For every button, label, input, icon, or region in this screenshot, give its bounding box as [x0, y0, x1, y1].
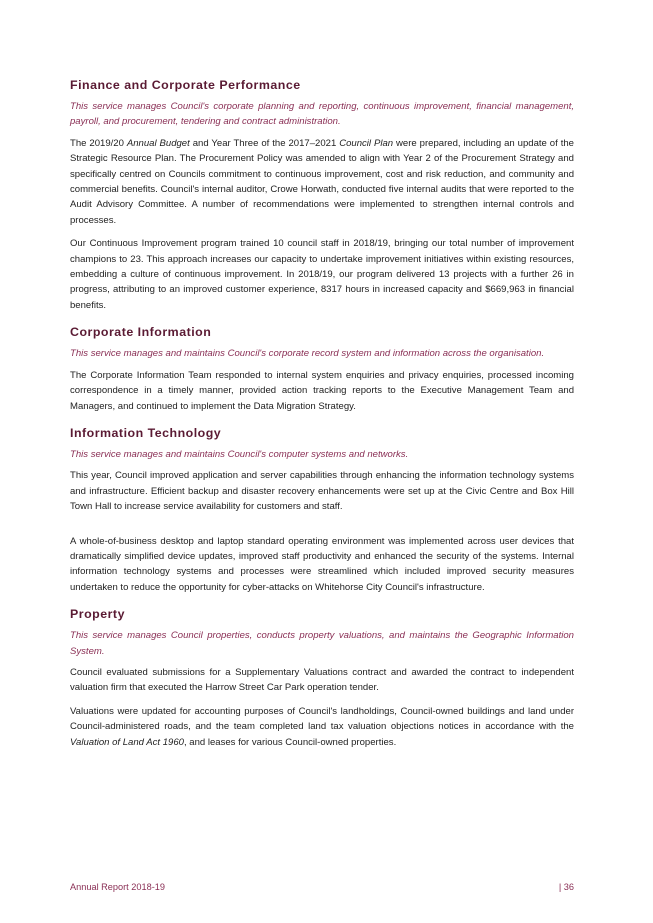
paragraph: The Corporate Information Team responded to internal system enquiries and privacy enquiries, processed incoming correspondence in a timely manner, provided action tracking reports to the Executive Management Team and Managers, and continued to implement the Data Migration Strategy.: [70, 369, 574, 412]
paragraph: [70, 704, 574, 750]
paragraph: Council evaluated submissions for a Supplementary Valuations contract and awarded the contract to independent valuation firm that executed the Harrow Street Car Park operation tender.: [70, 666, 574, 694]
page-footer: [70, 882, 574, 892]
text-run: and Year Three of the 2017–2021: [189, 137, 340, 149]
paragraph: [70, 136, 574, 228]
section-heading: Finance and Corporate Performance: [70, 78, 301, 92]
section-heading: Property: [70, 607, 125, 622]
section-heading: Information Technology: [70, 425, 222, 440]
section-property: [70, 607, 574, 750]
paragraph: Our Continuous Improvement program trained 10 council staff in 2018/19, bringing our total number of improvement champions to 23. This approach increases our capacity to undertake improvement initiatives within existing resources, embedding a culture of continuous improvement. In 2018/19, our program delivered 13 projects with a further 26 in progress, attributing to an improved customer experience, 8317 hours in increased capacity and $669,963 in financial benefits.: [70, 238, 574, 311]
paragraph: This year, Council improved application and server capabilities through enhancing the information technology systems and infrastructure. Efficient backup and disaster recovery enhancements were set up at the Civic Centre and Box Hill Town Hall to increase service availability for customers and staff.: [70, 470, 574, 513]
page-content: [70, 78, 574, 758]
text-run: , and leases for various Council-owned properties.: [183, 736, 397, 748]
legislation-title: Valuation of Land Act 1960: [70, 736, 184, 748]
section-intro: This service manages Council's corporate planning and reporting, continuous improvement, financial management, payroll, and procurement, tendering and contract administration.: [70, 101, 574, 128]
section-heading: Corporate Information: [70, 325, 212, 340]
document-title: Annual Budget: [126, 137, 190, 149]
text-run: The 2019/20: [70, 137, 127, 149]
section-finance: [70, 78, 574, 313]
section-intro: This service manages and maintains Council's corporate record system and information across the organisation.: [70, 348, 545, 360]
section-intro: This service manages and maintains Council's computer systems and networks.: [70, 448, 409, 460]
page-number: | 36: [558, 882, 574, 892]
section-corporate-information: [70, 325, 574, 414]
text-run: Valuations were updated for accounting purposes of Council's landholdings, Council-owned buildings and land under Council-administered roads, and the team completed land tax valuation objections notices in accordance with the: [70, 705, 574, 733]
document-title: Council Plan: [339, 137, 394, 149]
paragraph: A whole-of-business desktop and laptop standard operating environment was implemented across user devices that dramatically simplified device updates, improved staff productivity and enhanced the security of the systems. Internal information technology systems and processes were streamlined which included improved security measures undertaken to reduce the opportunity for cyber-attacks on Whitehorse City Council's infrastructure.: [70, 535, 574, 593]
section-intro: This service manages Council properties, conducts property valuations, and maintains the Geographic Information System.: [70, 630, 574, 657]
footer-report-title: Annual Report 2018-19: [70, 882, 166, 892]
section-information-technology: [70, 426, 574, 595]
text-run: were prepared, including an update of the Strategic Resource Plan. The Procurement Policy was amended to align with Year 2 of the Procurement Strategy and specifically centred on Councils commitment to continuous improvement, cost and risk reduction, and community and commercial benefits. Council's internal auditor, Crowe Horwath, conducted five internal audits that were reported to the Audit Advisory Committee. A number of recommendations were implemented to strengthen internal controls and processes.: [70, 137, 574, 226]
